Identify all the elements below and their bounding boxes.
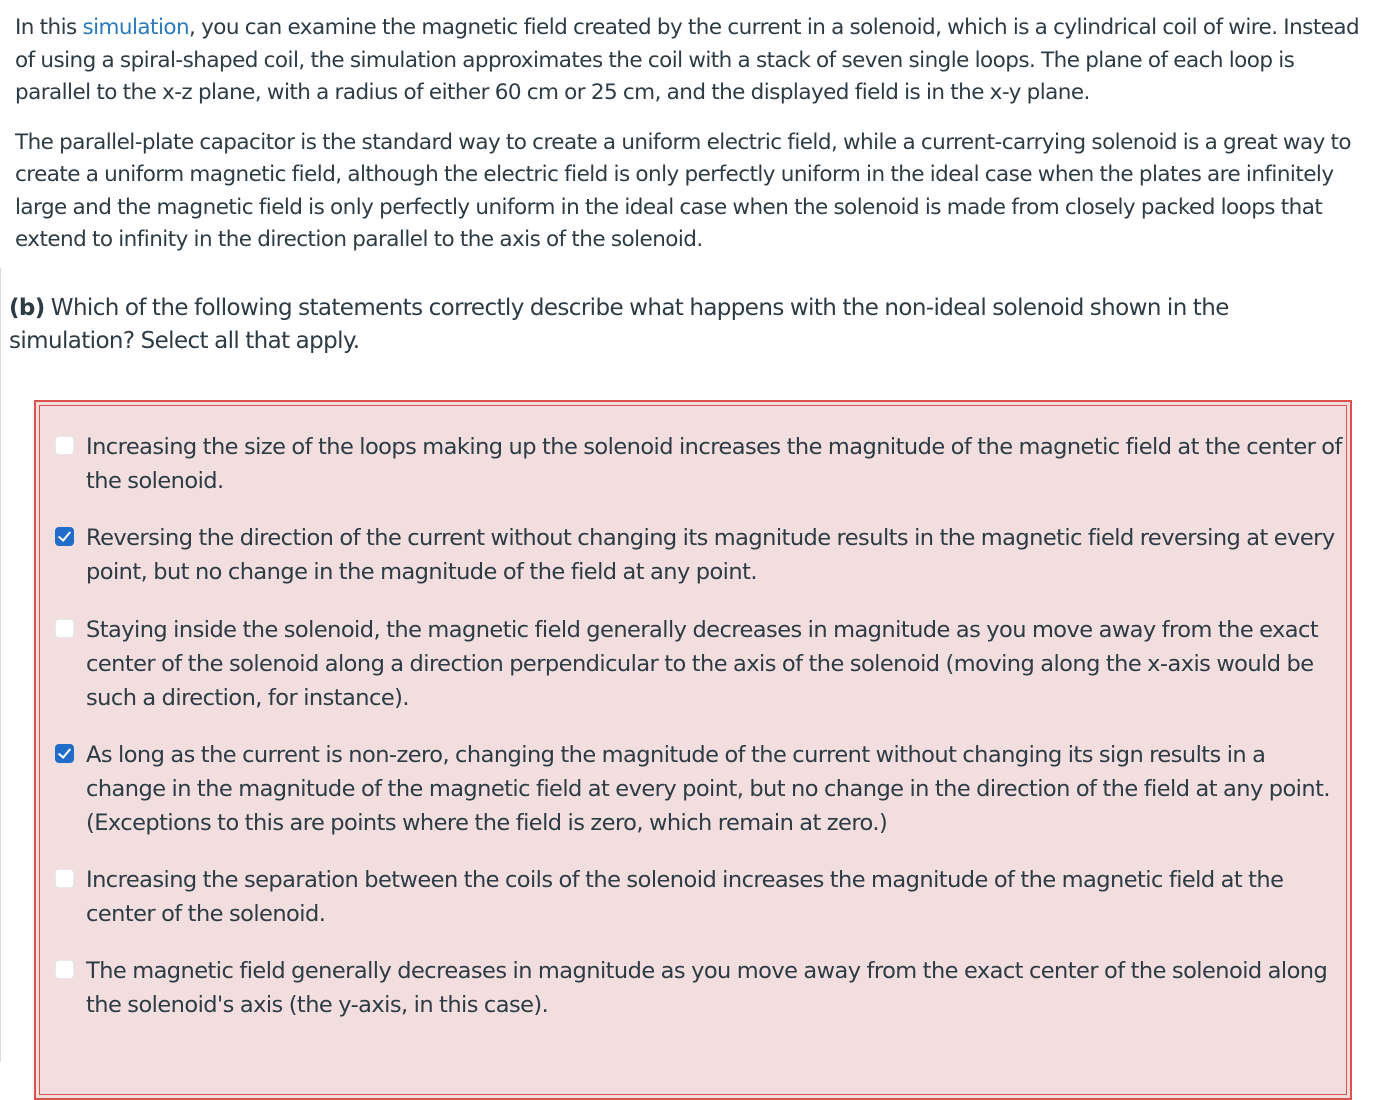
answer-label: The magnetic field generally decreases in magnitude as you move away from the exact center of the solenoid along the solenoid's axis (the y-axis, in this case).	[86, 958, 1328, 1018]
checkbox-checked[interactable]	[55, 527, 74, 546]
answer-label: Staying inside the solenoid, the magnetic field generally decreases in magnitude as you move away from the exact center of the solenoid along a direction perpendicular to the axis of the solenoid (moving along the x-axis would be such a direction, for instance).	[86, 617, 1319, 711]
answer-list	[34, 400, 1352, 1100]
checkbox[interactable]	[55, 869, 74, 888]
simulation-link[interactable]: simulation	[82, 15, 190, 40]
checkbox[interactable]	[55, 619, 74, 638]
answer-label: As long as the current is non-zero, changing the magnitude of the current without changing its sign results in a change in the magnitude of the magnetic field at every point, but no change in the direction of the field at any point. (Exceptions to this are points where the field is zero, which remain at zero.)	[86, 742, 1330, 836]
question-text	[9, 292, 1349, 358]
answer-label: Increasing the size of the loops making up the solenoid increases the magnitude of the magnetic field at the center of the solenoid.	[86, 434, 1342, 494]
checkmark-icon	[58, 528, 71, 542]
checkbox[interactable]	[55, 960, 74, 979]
checkbox-checked[interactable]	[55, 744, 74, 763]
question-prompt: Which of the following statements correctly describe what happens with the non-ideal solenoid shown in the simulation? Select all that apply.	[9, 295, 1229, 354]
intro-paragraph-2: The parallel-plate capacitor is the standard way to create a uniform electric field, while a current-carrying solenoid is a great way to create a uniform magnetic field, although the electric field is only perfectly uniform in the ideal case when the plates are infinitely large and the magnetic field is only perfectly uniform in the ideal case when the solenoid is made from closely packed loops that extend to infinity in the direction parallel to the axis of the solenoid.	[15, 129, 1352, 252]
answer-label: Reversing the direction of the current without changing its magnitude results in the magnetic field reversing at every point, but no change in the magnitude of the field at any point.	[86, 525, 1335, 585]
question-part-label: (b)	[9, 295, 45, 321]
intro-paragraph-1	[15, 12, 1365, 110]
answer-label: Increasing the separation between the coils of the solenoid increases the magnitude of the magnetic field at the center of the solenoid.	[86, 867, 1284, 927]
intro-p1-rest: , you can examine the magnetic field created by the current in a solenoid, which is a cylindrical coil of wire. Instead of using a spiral-shaped coil, the simulation approximates the coil with a stack of seven single loops. The plane of each loop is parallel to the x-z plane, with a radius of either 60 cm or 25 cm, and the displayed field is in the x-y plane.	[15, 15, 1360, 105]
intro-text	[15, 12, 1365, 274]
question-block	[0, 268, 1374, 1062]
intro-p1-start: In this	[15, 15, 83, 40]
checkmark-icon	[58, 745, 71, 759]
checkbox[interactable]	[55, 436, 74, 455]
